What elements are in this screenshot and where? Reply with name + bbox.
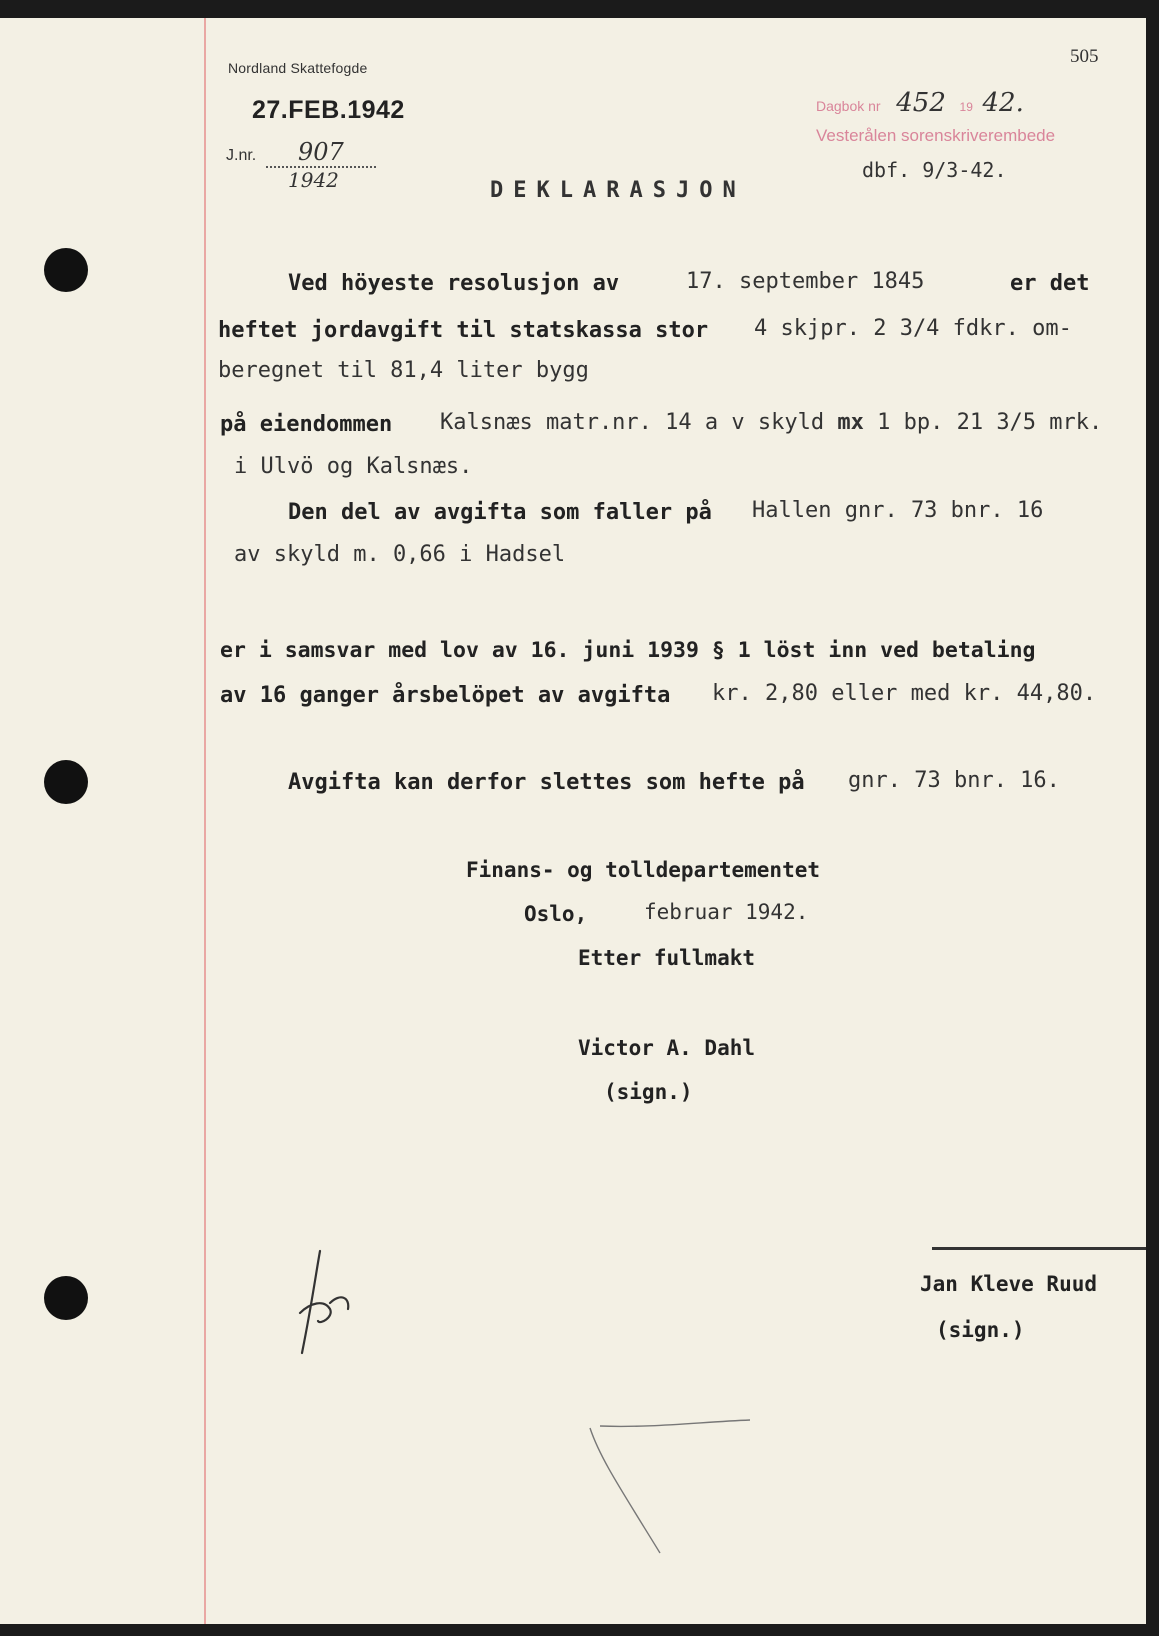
issue-date: februar 1942.: [644, 900, 809, 924]
signer-name: Victor A. Dahl: [578, 1036, 756, 1060]
stamp-jnr: [226, 138, 376, 168]
body-line6-prefix: Den del av avgifta som faller på: [288, 500, 712, 525]
document-title: DEKLARASJON: [490, 178, 746, 203]
pencil-mark-icon: [580, 1398, 760, 1558]
second-signer-name: Jan Kleve Ruud: [920, 1272, 1098, 1296]
margin-line: [204, 18, 206, 1624]
body-line1-suffix: er det: [1010, 271, 1090, 296]
stamp-date: 27.FEB.1942: [252, 96, 405, 124]
body-line9-value: kr. 2,80 eller med kr. 44,80.: [712, 681, 1097, 706]
body-line4-value: [440, 410, 1102, 435]
body-line10-prefix: Avgifta kan derfor slettes som hefte på: [288, 770, 805, 795]
handwritten-initials-icon: [290, 1243, 360, 1373]
stamp-office: Nordland Skattefogde: [228, 60, 368, 76]
stamp-jnr-label: J.nr.: [226, 147, 257, 164]
body-line1-prefix: Ved höyeste resolusjon av: [288, 271, 620, 296]
stamp-jnr-value: 907: [266, 138, 376, 168]
body-line4-strike: mx: [837, 410, 864, 435]
dagbok-year: 42.: [982, 88, 1024, 118]
place-name: Oslo,: [524, 902, 588, 926]
body-line4-post: 1 bp. 21 3/5 mrk.: [877, 410, 1103, 435]
punch-hole-top: [44, 248, 88, 292]
punch-hole-middle: [44, 760, 88, 804]
body-line4-prefix: på eiendommen: [220, 412, 393, 437]
signature-rule: [932, 1247, 1146, 1250]
dagbok-office: Vesterålen sorenskriverembede: [816, 126, 1056, 145]
document-page: [0, 18, 1146, 1624]
body-line2-value: 4 skjpr. 2 3/4 fdkr. om-: [754, 316, 1072, 341]
signer-signed: (sign.): [604, 1080, 693, 1104]
body-line7: av skyld m. 0,66 i Hadsel: [234, 542, 566, 567]
authority-note: Etter fullmakt: [578, 946, 756, 970]
dagbok-number: 452: [896, 88, 946, 118]
dagbok-stamp: [816, 88, 1024, 118]
body-line3: beregnet til 81,4 liter bygg: [218, 358, 589, 383]
body-line9-prefix: av 16 ganger årsbelöpet av avgifta: [220, 683, 671, 708]
department-name: Finans- og tolldepartementet: [466, 858, 821, 882]
body-line5: i Ulvö og Kalsnæs.: [234, 454, 473, 479]
dagbok-label: Dagbok nr: [816, 98, 881, 114]
second-signer-signed: (sign.): [936, 1318, 1025, 1342]
body-line6-value: Hallen gnr. 73 bnr. 16: [752, 498, 1044, 523]
body-line1-date: 17. september 1845: [686, 269, 925, 294]
punch-hole-bottom: [44, 1276, 88, 1320]
dagbok-year-prefix: 19: [959, 100, 973, 114]
stamp-year: 1942: [288, 168, 339, 192]
page-number: 505: [1070, 46, 1099, 67]
body-line2-prefix: heftet jordavgift til statskassa stor: [218, 318, 709, 343]
body-line4-pre: Kalsnæs matr.nr. 14 a v skyld: [440, 410, 825, 435]
dbf-note: dbf. 9/3-42.: [862, 158, 1007, 182]
body-line10-value: gnr. 73 bnr. 16.: [848, 768, 1060, 793]
body-line8: er i samsvar med lov av 16. juni 1939 § 1 löst inn ved betaling: [220, 638, 1036, 663]
